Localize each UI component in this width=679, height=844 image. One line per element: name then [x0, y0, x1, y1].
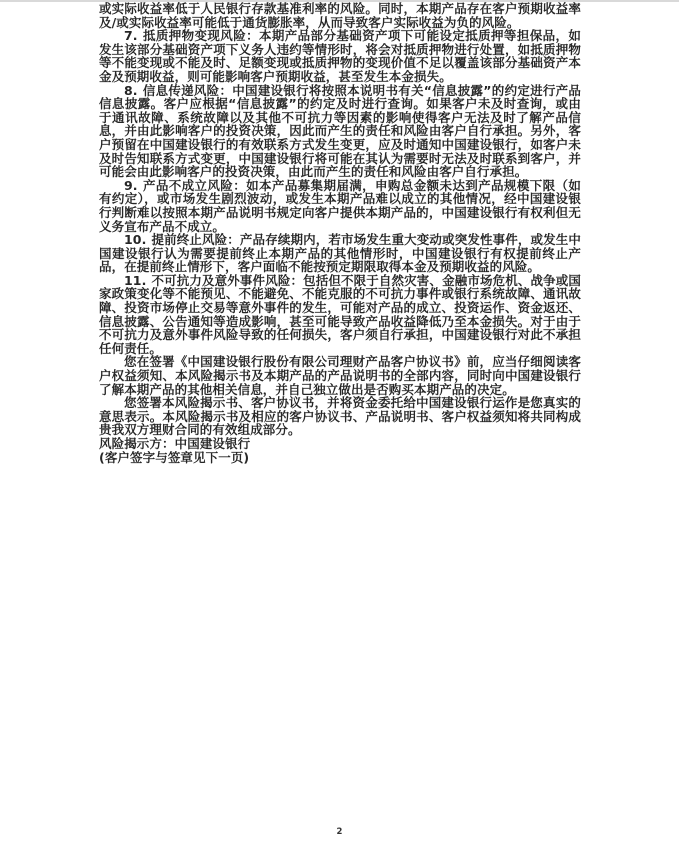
document-page: [0, 2, 679, 844]
risk-item-10-title: 提前终止风险：: [151, 232, 240, 248]
risk-item-11-number: 11.: [124, 272, 147, 288]
continuation-paragraph: 或实际收益率低于人民银行存款基准利率的风险。同时，本期产品存在客户预期收益率及/或实际收益率可能低于通货膨胀率，从而导致客户实际收益为负的风险。: [99, 1, 581, 30]
risk-item-11-body: 包括但不限于自然灾害、金融市场危机、战争或国家政策变化等不能预见、不能避免、不能克服的不可抗力事件或银行系统故障、通讯故障、投资市场停止交易等意外事件的发生，可能对产品的成立、投资运作、资金返还、信息披露、公告通知等造成影响，甚至可能导致产品收益降低乃至本金损失。对于由于不可抗力及意外事件风险导致的任何损失，客户须自行承担，中国建设银行对此不承担任何责任。: [99, 272, 581, 356]
risk-item-9-body: 如本产品募集期届满，申购总金额未达到产品规模下限（如有约定），或市场发生剧烈波动，或发生本期产品难以成立的其他情况，经中国建设银行判断难以按照本期产品说明书规定向客户提供本期产品的，中国建设银行有权利但无义务宣布产品不成立。: [99, 177, 581, 234]
risk-item-7-title: 抵质押物变现风险：: [142, 28, 259, 44]
risk-item-8: [99, 84, 581, 179]
risk-item-10-number: 10.: [124, 232, 147, 248]
risk-discloser-line: 风险揭示方：中国建设银行: [99, 436, 251, 451]
risk-item-11: [99, 274, 581, 356]
closing-paragraph-2: 您签署本风险揭示书、客户协议书，并将资金委托给中国建设银行运作是您真实的意思表示。本风险揭示书及相应的客户协议书、产品说明书、客户权益须知将共同构成贵我双方理财合同的有效组成部分。: [99, 395, 581, 438]
risk-item-7-number: 7.: [124, 28, 138, 44]
risk-item-9: [99, 179, 581, 233]
risk-item-9-number: 9.: [124, 177, 138, 193]
closing-paragraph-1: 您在签署《中国建设银行股份有限公司理财产品客户协议书》前，应当仔细阅读客户权益须知、本风险揭示书及本期产品的产品说明书的全部内容，同时向中国建设银行了解本期产品的其他相关信息，并自己独立做出是否购买本期产品的决定。: [99, 354, 581, 397]
risk-item-10: [99, 233, 581, 274]
risk-item-7-body: 本期产品部分基础资产项下可能设定抵质押等担保品，如发生该部分基础资产项下义务人违约等情形时，将会对抵质押物进行处置，如抵质押物等不能变现或不能及时、足额变现或抵质押物的变现价值不足以覆盖该部分基础资产本金及预期收益，则可能影响客户预期收益，甚至发生本金损失。: [99, 28, 581, 84]
page-number: 2: [336, 827, 343, 837]
risk-item-10-body: 产品存续期内，若市场发生重大变动或突发性事件，或发生中国建设银行认为需要提前终止本期产品的其他情形时，中国建设银行有权提前终止产品，在提前终止情形下，客户面临不能按预定期限取得本金及预期收益的风险。: [99, 232, 581, 275]
risk-item-8-number: 8.: [124, 82, 138, 98]
risk-item-9-title: 产品不成立风险：: [142, 177, 247, 193]
risk-item-7: [99, 29, 581, 83]
signature-note: (客户签字与签章见下一页): [99, 449, 250, 465]
document-content: [99, 2, 581, 464]
risk-item-8-body: 中国建设银行将按照本说明书有关“信息披露”的约定进行产品信息披露。客户应根据“信息披露”的约定及时进行查询。如果客户未及时查询，或由于通讯故障、系统故障以及其他不可抗力等因素的影响使得客户无法及时了解产品信息，并由此影响客户的投资决策，因此而产生的责任和风险由客户自行承担。另外，客户预留在中国建设银行的有效联系方式发生变更，应及时通知中国建设银行，如客户未及时告知联系方式变更，中国建设银行将可能在其认为需要时无法及时联系到客户，并可能会由此影响客户的投资决策，由此而产生的责任和风险由客户自行承担。: [99, 82, 582, 180]
risk-item-8-title: 信息传递风险：: [142, 82, 233, 98]
risk-item-11-title: 不可抗力及意外事件风险：: [151, 272, 304, 288]
